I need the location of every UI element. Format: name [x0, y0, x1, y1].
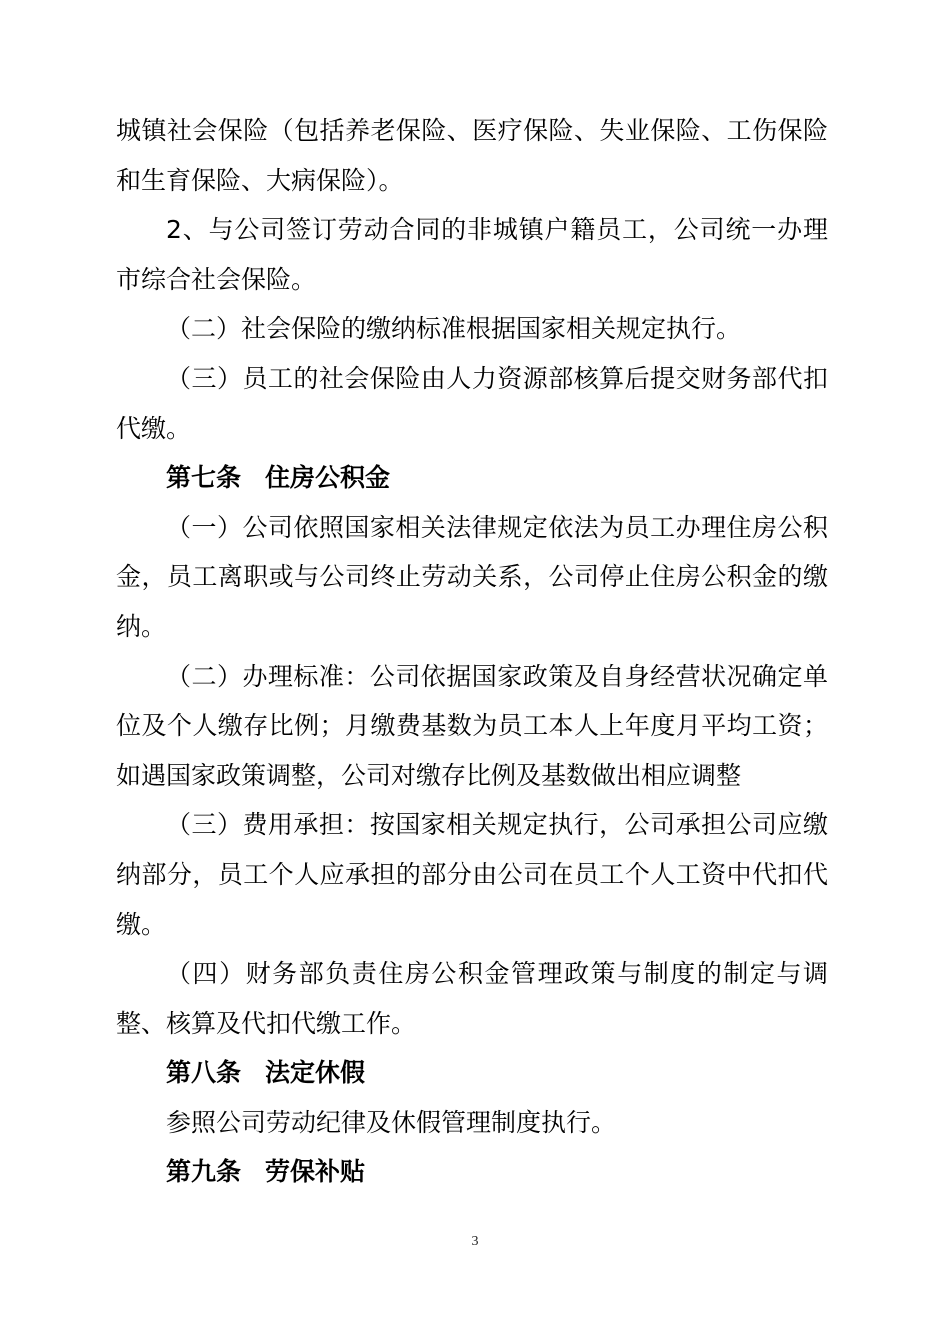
document-body	[116, 106, 828, 1197]
page-number: 3	[471, 1234, 479, 1249]
section-title: 住房公积金	[265, 463, 391, 493]
section-title: 劳保补贴	[265, 1157, 366, 1187]
text-line: （三）费用承担：按国家相关规定执行，公司承担公司应缴	[166, 810, 828, 840]
text-line: 金，员工离职或与公司终止劳动关系，公司停止住房公积金的缴	[116, 562, 828, 592]
section-number: 第九条	[166, 1157, 242, 1187]
text-line: 缴。	[116, 909, 167, 939]
text-line: 整、核算及代扣代缴工作。	[116, 1008, 417, 1038]
text-line: 代缴。	[116, 413, 192, 443]
section-number: 第八条	[166, 1058, 242, 1088]
text-line: （二）办理标准：公司依据国家政策及自身经营状况确定单	[166, 661, 828, 691]
text-line: （一）公司依照国家相关法律规定依法为员工办理住房公积	[166, 512, 828, 542]
text-line: 市综合社会保险。	[116, 264, 317, 294]
text-line: 参照公司劳动纪律及休假管理制度执行。	[166, 1107, 617, 1137]
section-heading	[116, 1147, 828, 1197]
text-line: 纳部分，员工个人应承担的部分由公司在员工个人工资中代扣代	[116, 859, 828, 889]
section-heading	[116, 1048, 828, 1098]
text-line: 和生育保险、大病保险）。	[116, 165, 404, 195]
text-line: （二）社会保险的缴纳标准根据国家相关规定执行。	[166, 314, 742, 344]
text-line: （三）员工的社会保险由人力资源部核算后提交财务部代扣	[166, 363, 828, 393]
section-title: 法定休假	[265, 1058, 366, 1088]
text-line: 2、与公司签订劳动合同的非城镇户籍员工，公司统一办理	[166, 215, 828, 245]
text-line: 纳。	[116, 611, 167, 641]
section-number: 第七条	[166, 463, 242, 493]
text-line: 位及个人缴存比例；月缴费基数为员工本人上年度月平均工资；	[116, 711, 828, 741]
text-line: （四）财务部负责住房公积金管理政策与制度的制定与调	[166, 959, 828, 989]
text-line: 城镇社会保险（包括养老保险、医疗保险、失业保险、工伤保险	[116, 116, 828, 145]
section-heading	[116, 453, 828, 503]
text-line: 如遇国家政策调整，公司对缴存比例及基数做出相应调整	[116, 760, 742, 790]
